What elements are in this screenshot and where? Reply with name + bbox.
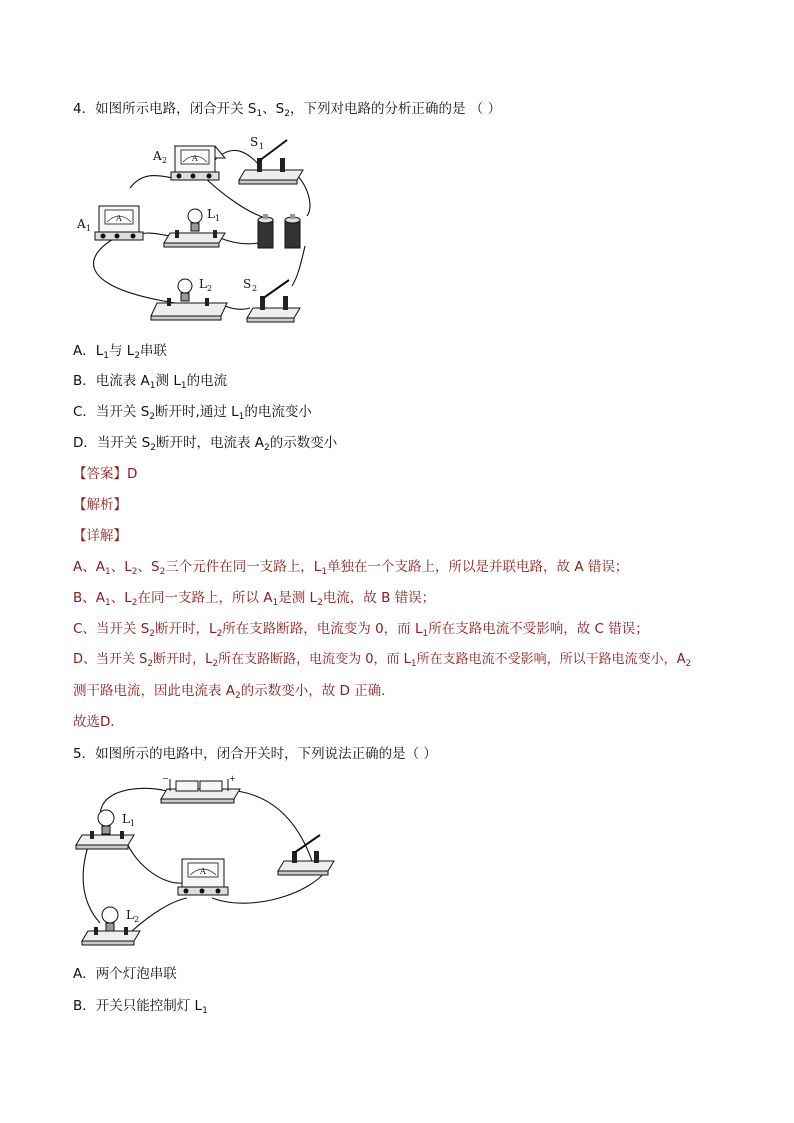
svg-text:L: L — [122, 812, 130, 826]
ammeter-a1 — [95, 206, 143, 240]
svg-text:−: − — [162, 774, 169, 783]
q4-detail-d-line1: D、当开关 $S_2$断开时，$L_2$所在支路断路，电流变为 0，而 $L_1$所在支路电流不受影响，所以干路电流变小，$A_2$ — [73, 652, 692, 669]
q4-answer: 【答案】D — [73, 466, 138, 482]
svg-text:L: L — [199, 277, 207, 291]
svg-text:+: + — [229, 774, 236, 783]
q4-option-a: A．$L_1$与 $L_2$串联 — [73, 343, 168, 361]
svg-text:1: 1 — [215, 214, 221, 223]
svg-text:1: 1 — [86, 224, 92, 233]
svg-text:2: 2 — [207, 284, 213, 293]
ammeter — [178, 859, 228, 895]
q5-option-b: B．开关只能控制灯 $L_1$ — [73, 998, 208, 1016]
ammeter-a2 — [171, 146, 225, 180]
svg-text:A: A — [192, 154, 198, 163]
svg-text:2: 2 — [162, 156, 168, 165]
svg-text:L: L — [126, 908, 134, 922]
q5-option-a: A．两个灯泡串联 — [73, 966, 177, 982]
lamp-l2 — [151, 279, 227, 320]
svg-text:A: A — [116, 214, 122, 223]
q4-analysis-tag: 【解析】 — [73, 497, 127, 513]
svg-text:S: S — [250, 135, 259, 149]
q4-detail-a: A、$A_1$、$L_2$、$S_2$三个元件在同一支路上，$L_1$单独在一个支路上，所以是并联电路，故 A 错误； — [73, 559, 629, 577]
battery-pair — [258, 214, 300, 248]
q4-detail-d-line2: 测干路电流，因此电流表 $A_2$的示数变小，故 D 正确． — [73, 683, 395, 701]
svg-text:2: 2 — [134, 915, 140, 924]
svg-text:L: L — [207, 207, 215, 221]
svg-text:1: 1 — [130, 819, 136, 828]
svg-text:A: A — [77, 217, 86, 231]
q4-option-b: B．电流表 $A_1$测 $L_1$的电流 — [73, 373, 228, 391]
svg-text:A: A — [153, 149, 162, 163]
q4-stem: 4．如图所示电路，闭合开关 $S_1$、$S_2$，下列对电路的分析正确的是 （ ） — [73, 101, 502, 119]
svg-text:2: 2 — [252, 284, 258, 293]
switch — [278, 835, 334, 875]
q5-stem: 5．如图所示的电路中，闭合开关时，下列说法正确的是（ ） — [73, 746, 437, 762]
q4-circuit-figure — [75, 128, 315, 328]
svg-text:1: 1 — [259, 142, 265, 151]
q4-option-d: D．当开关 $S_2$断开时，电流表 $A_2$的示数变小 — [73, 435, 338, 453]
q4-option-c: C．当开关 $S_2$断开时,通过 $L_1$的电流变小 — [73, 404, 312, 422]
q4-detail-b: B、$A_1$、$L_2$在同一支路上，所以 $A_1$是测 $L_2$电流，故 B 错误； — [73, 590, 436, 608]
switch-s1 — [239, 140, 303, 184]
q4-detail-tag: 【详解】 — [73, 528, 127, 544]
svg-text:A: A — [200, 867, 206, 876]
q4-detail-c: C、当开关 $S_2$断开时，$L_2$所在支路断路，电流变为 0，而 $L_1$所在支路电流不受影响，故 C 错误； — [73, 621, 649, 639]
q4-conclusion: 故选D． — [73, 714, 124, 730]
svg-text:S: S — [243, 277, 252, 291]
q5-circuit-figure — [72, 773, 342, 953]
